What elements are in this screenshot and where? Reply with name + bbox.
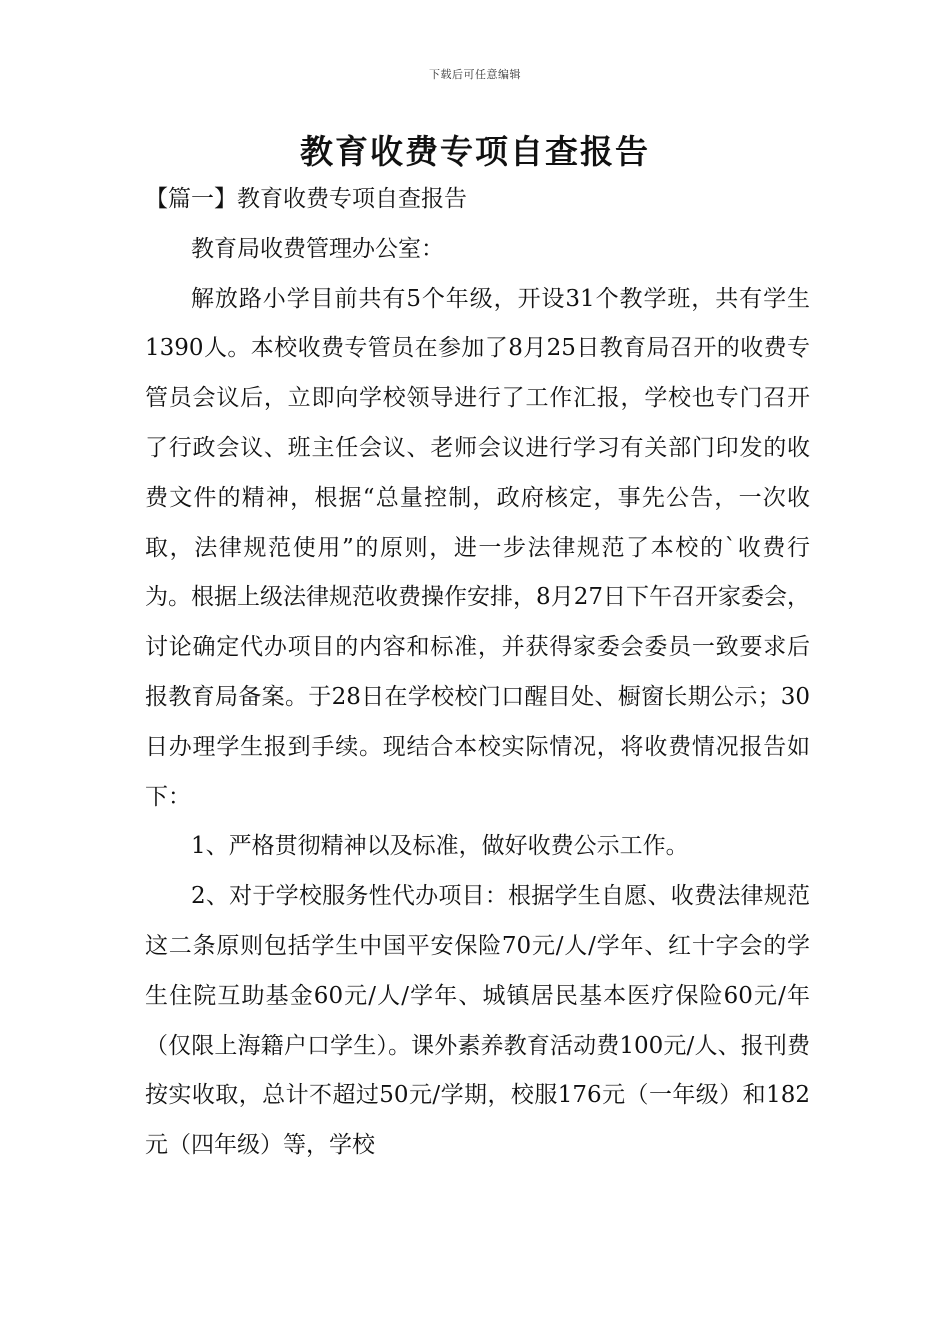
section-heading: 【篇一】教育收费专项自查报告: [145, 186, 467, 212]
paragraph-overview: 解放路小学目前共有5个年级，开设31个教学班，共有学生1390人。本校收费专管员在参加了8月25日教育局召开的收费专管员会议后，立即向学校领导进行了工作汇报，学校也专门召开了行政会议、班主任会议、老师会议进行学习有关部门印发的收费文件的精神，根据“总量控制，政府核定，事先公告，一次收取，法律规范使用”的原则，进一步法律规范了本校的`收费行为。根据上级法律规范收费操作安排，8月27日下午召开家委会，讨论确定代办项目的内容和标准，并获得家委会委员一致要求后报教育局备案。于28日在学校校门口醒目处、橱窗长期公示；30日办理学生报到手续。现结合本校实际情况，将收费情况报告如下：: [145, 285, 810, 810]
paragraph-item-1: 1、严格贯彻精神以及标准，做好收费公示工作。: [191, 833, 689, 860]
document-title: 教育收费专项自查报告: [300, 132, 650, 171]
paragraph-item-2: 2、对于学校服务性代办项目：根据学生自愿、收费法律规范这二条原则包括学生中国平安保险70元/人/学年、红十字会的学生住院互助基金60元/人/学年、城镇居民基本医疗保险60元/年（仅限上海籍户口学生）。课外素养教育活动费100元/人、报刊费按实收取，总计不超过50元/学期，校服176元（一年级）和182元（四年级）等，学校: [145, 883, 810, 1159]
document-body: [145, 175, 810, 1171]
header-note: 下载后可任意编辑: [429, 68, 521, 81]
paragraph-salutation: 教育局收费管理办公室：: [191, 235, 444, 262]
